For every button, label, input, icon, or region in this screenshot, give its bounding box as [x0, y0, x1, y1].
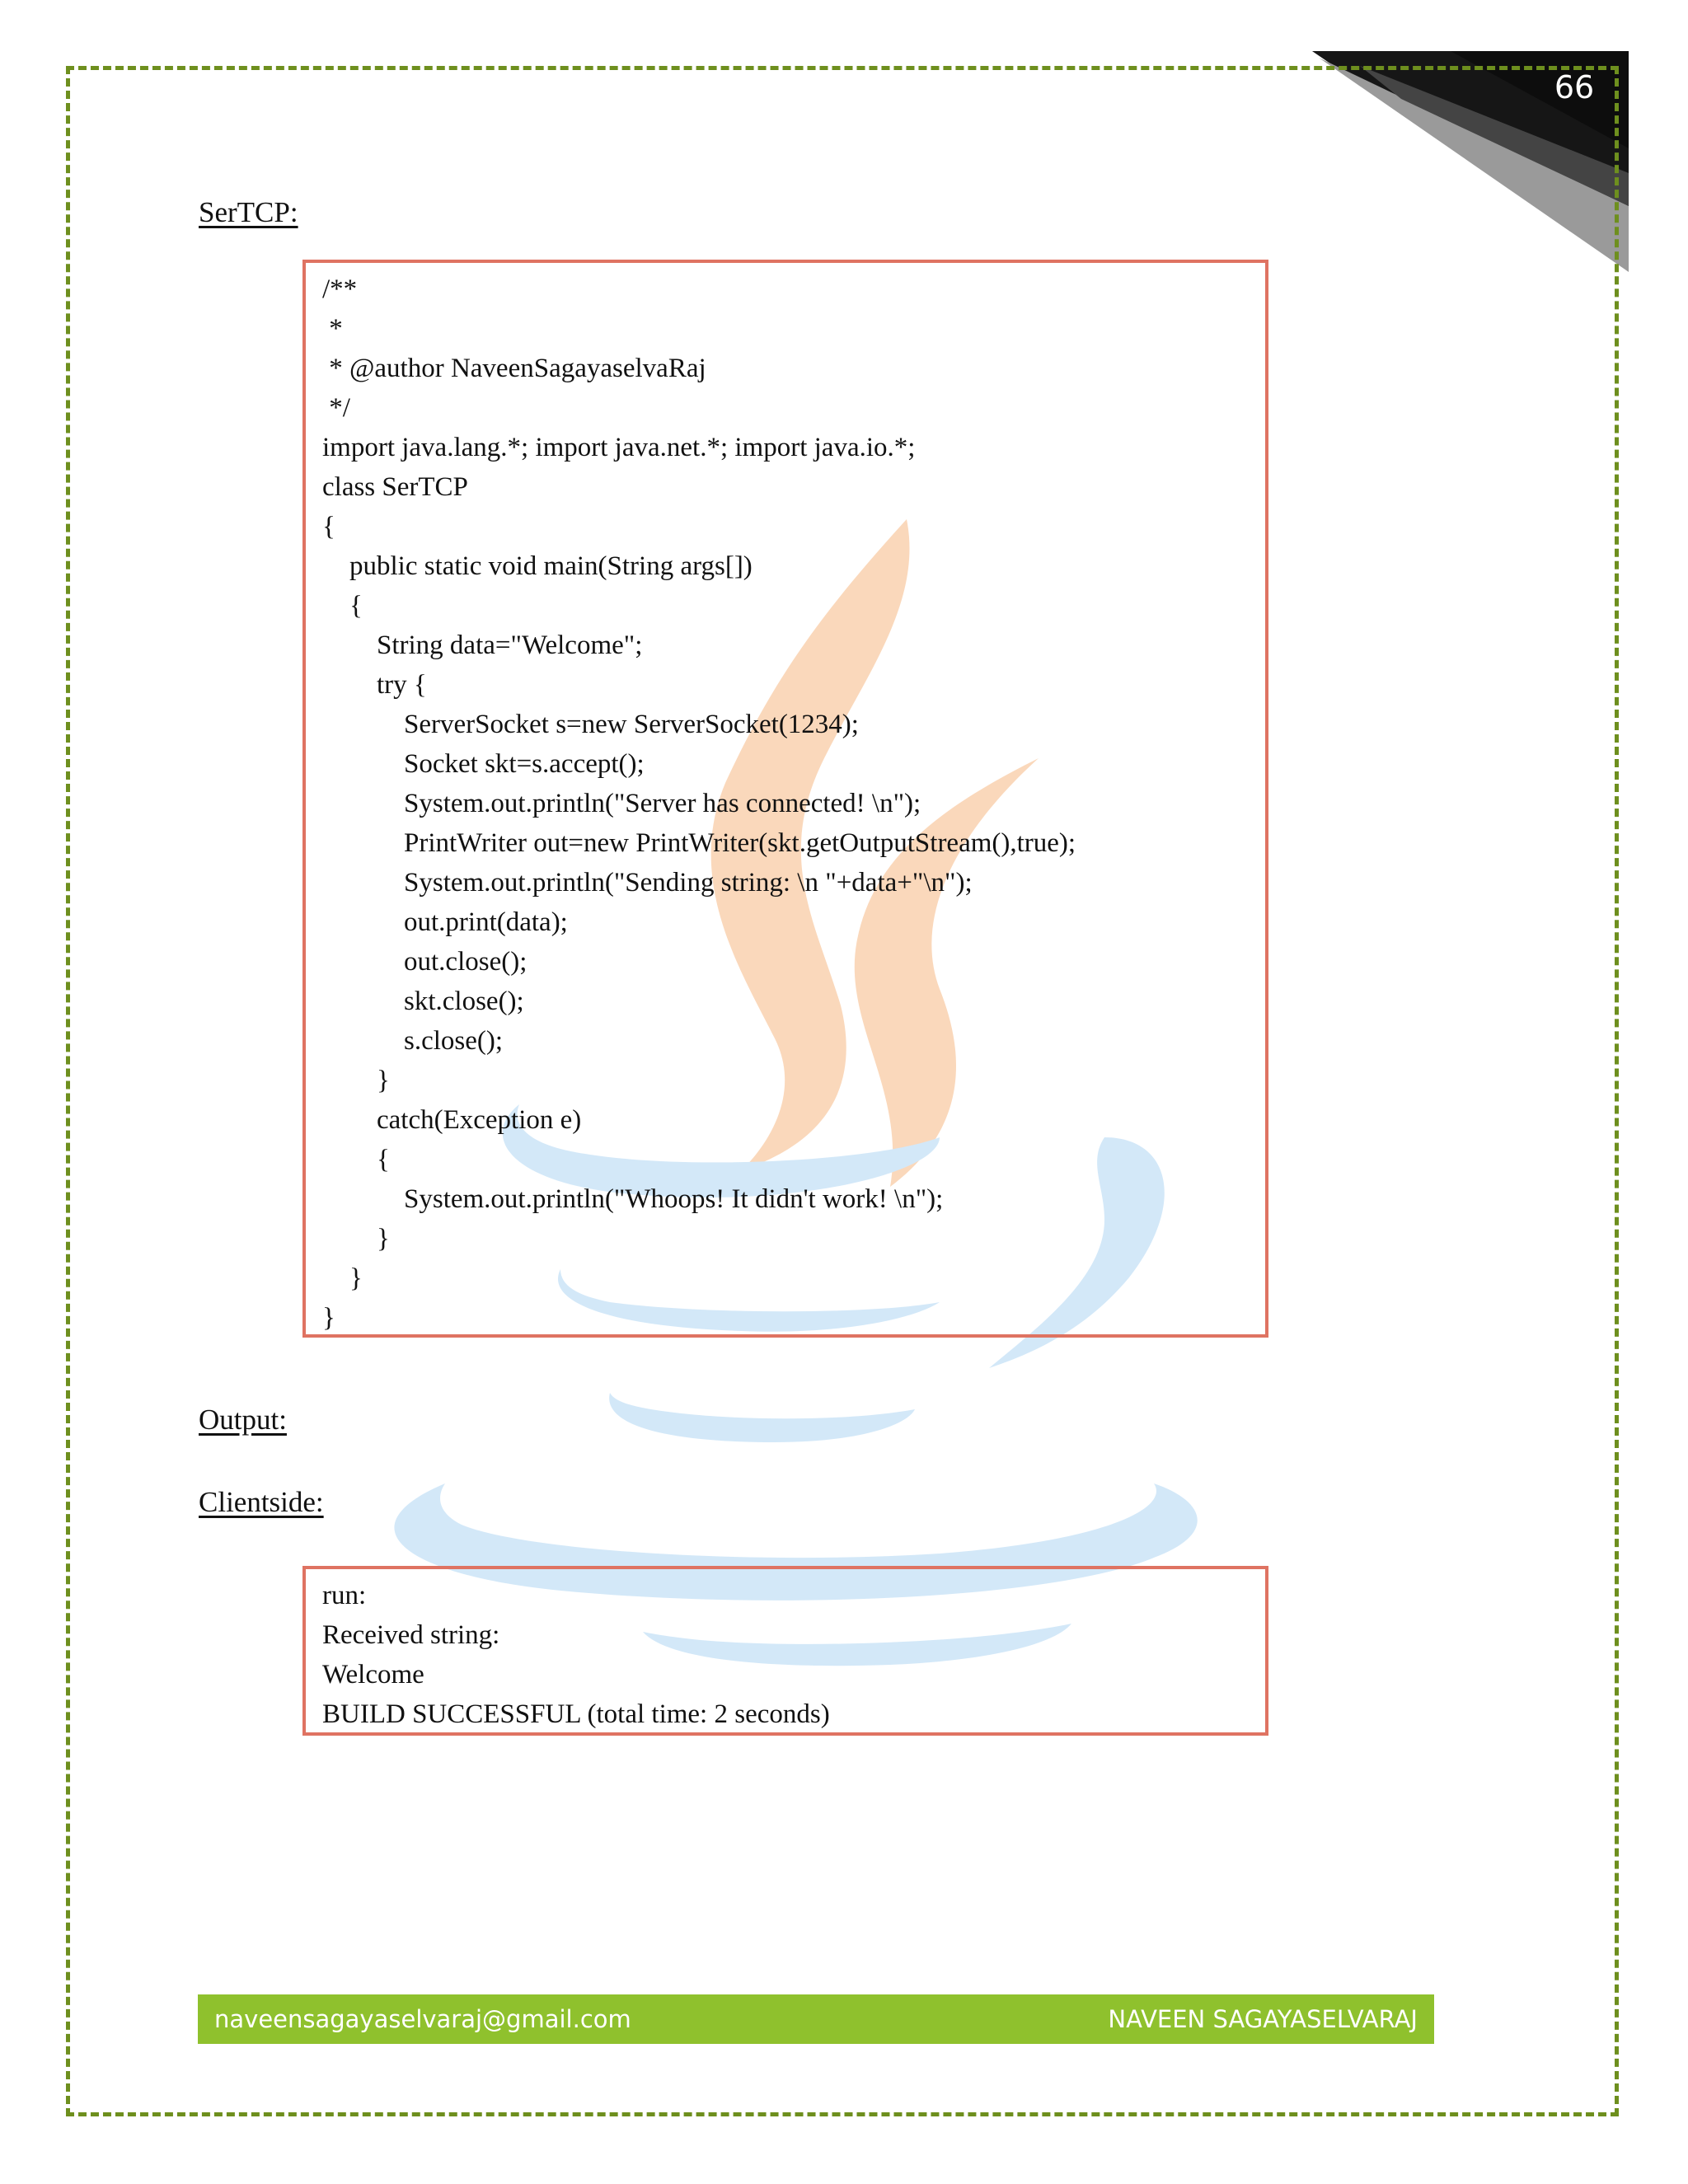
output-line: Received string: [322, 1620, 500, 1650]
section-heading-clientside: Clientside: [199, 1486, 324, 1518]
code-line: out.print(data); [322, 907, 568, 937]
section-heading-sertcp: SerTCP: [199, 196, 298, 228]
output-box [302, 1566, 1268, 1736]
code-line: class SerTCP [322, 472, 468, 502]
output-line: run: [322, 1581, 367, 1610]
code-line: /** [322, 274, 358, 304]
code-line: public static void main(String args[]) [322, 551, 753, 581]
code-line: } [322, 1066, 390, 1095]
code-line: * @author NaveenSagayaselvaRaj [322, 354, 706, 383]
code-line: * [322, 314, 343, 344]
code-line: Socket skt=s.accept(); [322, 749, 645, 779]
code-line: } [322, 1303, 335, 1333]
code-line: { [322, 512, 335, 541]
code-line: } [322, 1224, 390, 1254]
code-line: import java.lang.*; import java.net.*; import java.io.*; [322, 433, 916, 462]
code-line: { [322, 591, 363, 621]
output-line: Welcome [322, 1660, 424, 1690]
code-line: System.out.println("Server has connected! \n"); [322, 789, 921, 818]
code-line: System.out.println("Whoops! It didn't work! \n"); [322, 1184, 944, 1214]
code-line: } [322, 1263, 363, 1293]
code-line: PrintWriter out=new PrintWriter(skt.getOutputStream(),true); [322, 828, 1076, 858]
page-number: 66 [1554, 69, 1595, 105]
footer-email: naveensagayaselvaraj@gmail.com [214, 2005, 631, 2033]
section-heading-output: Output: [199, 1404, 287, 1436]
output-line: BUILD SUCCESSFUL (total time: 2 seconds) [322, 1699, 830, 1729]
code-listing-box [302, 260, 1268, 1338]
code-line: System.out.println("Sending string: \n "+data+"\n"); [322, 868, 973, 898]
code-line: s.close(); [322, 1026, 504, 1056]
code-line: catch(Exception e) [322, 1105, 582, 1135]
code-line: { [322, 1145, 390, 1174]
code-line: */ [322, 393, 350, 423]
code-line: skt.close(); [322, 987, 524, 1016]
code-line: try { [322, 670, 427, 700]
code-line: String data="Welcome"; [322, 630, 643, 660]
footer-bar [198, 1994, 1434, 2044]
footer-author: NAVEEN SAGAYASELVARAJ [1108, 2005, 1418, 2033]
code-line: ServerSocket s=new ServerSocket(1234); [322, 710, 859, 739]
code-line: out.close(); [322, 947, 528, 977]
